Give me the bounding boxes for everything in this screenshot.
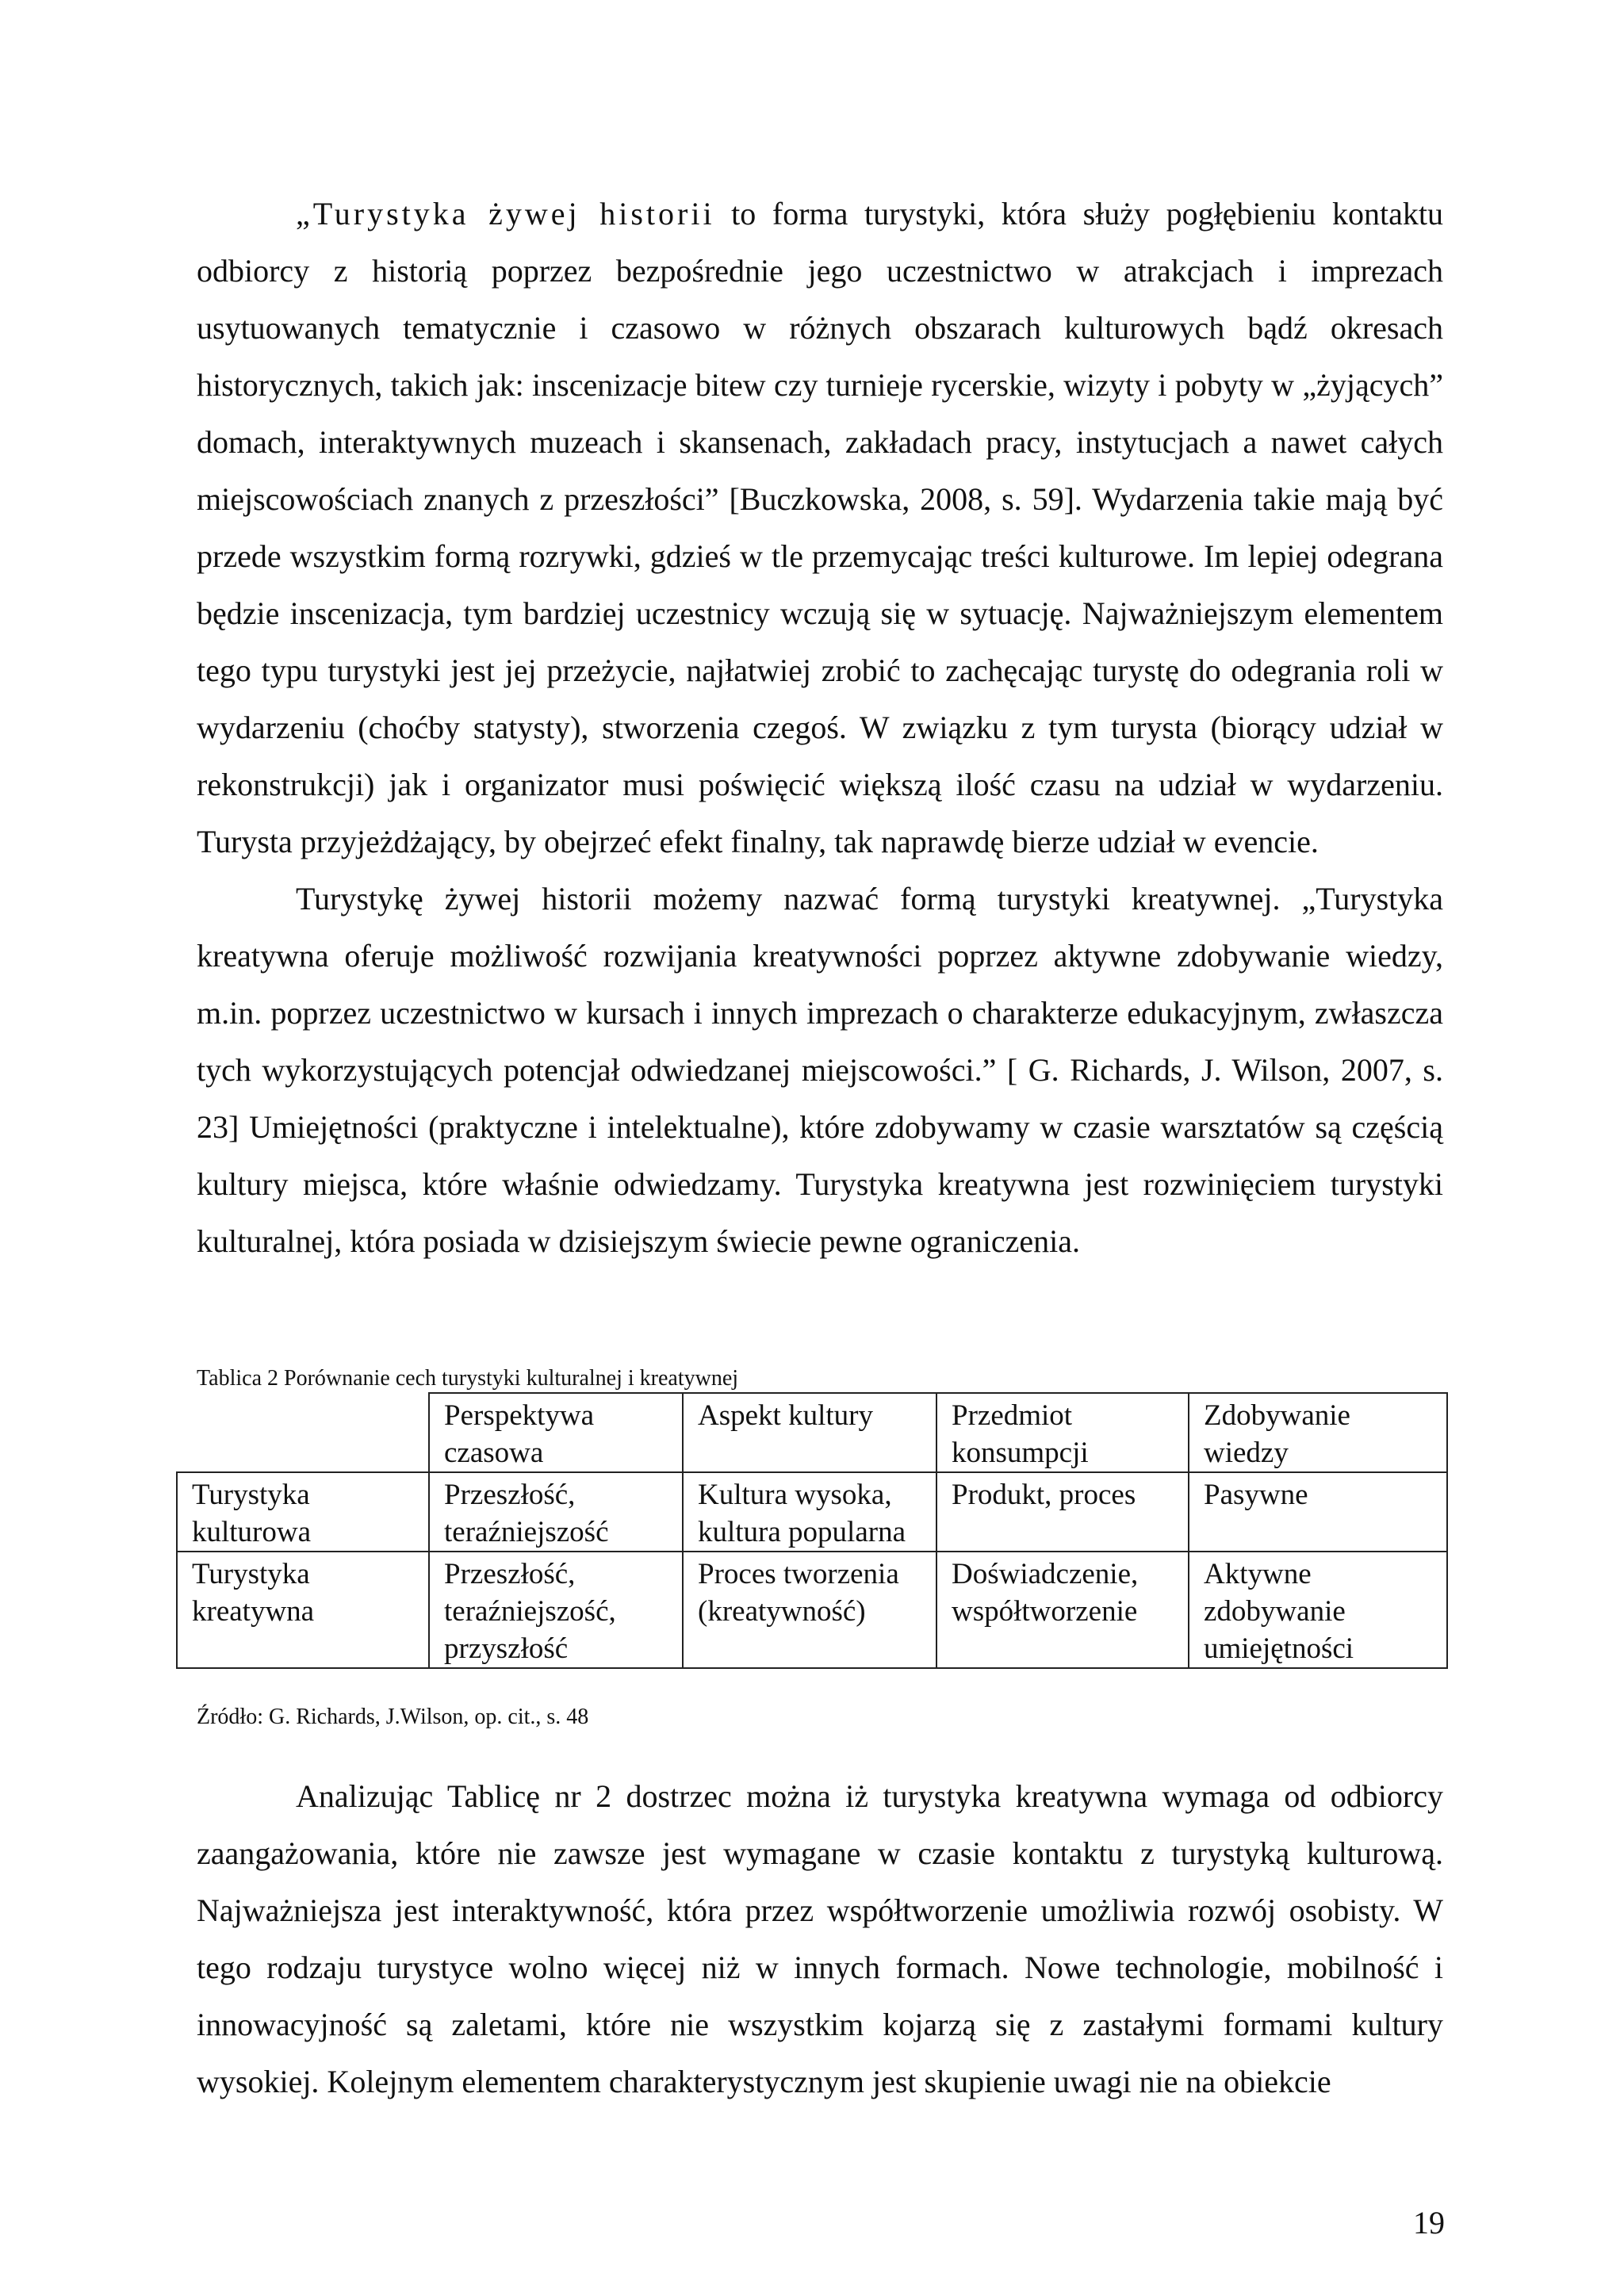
page-number: 19 xyxy=(1413,2205,1445,2241)
table-row-label: Turystyka kulturowa xyxy=(177,1472,429,1552)
table-header-cell: Zdobywanie wiedzy xyxy=(1189,1393,1447,1472)
table-cell: Doświadczenie, współtworzenie xyxy=(936,1552,1189,1668)
table-header-row xyxy=(177,1393,1447,1472)
table-corner-cell xyxy=(177,1393,429,1472)
body-text-bottom xyxy=(197,1768,1443,2110)
paragraph-living-history xyxy=(197,186,1443,871)
table-header-cell: Perspektywa czasowa xyxy=(429,1393,683,1472)
table-caption: Tablica 2 Porównanie cech turystyki kulturalnej i kreatywnej xyxy=(197,1366,739,1391)
table-cell: Produkt, proces xyxy=(936,1472,1189,1552)
table-cell: Przeszłość, teraźniejszość xyxy=(429,1472,683,1552)
comparison-table xyxy=(176,1392,1448,1669)
table-cell: Kultura wysoka, kultura popularna xyxy=(683,1472,936,1552)
table-header-cell: Aspekt kultury xyxy=(683,1393,936,1472)
paragraph-creative-tourism: Turystykę żywej historii możemy nazwać formą turystyki kreatywnej. „Turystyka kreatywna oferuje możliwość rozwijania kreatywności poprzez aktywne zdobywanie wiedzy, m.in. poprzez uczestnictwo w kursach i innych imprezach o charakterze edukacyjnym, zwłaszcza tych wykorzystujących potencjał odwiedzanej miejscowości.” [ G. Richards, J. Wilson, 2007, s. 23] Umiejętności (praktyczne i intelektualne), które zdobywamy w czasie warsztatów są częścią kultury miejsca, które właśnie odwiedzamy. Turystyka kreatywna jest rozwinięciem turystyki kulturalnej, która posiada w dzisiejszym świecie pewne ograniczenia. xyxy=(197,881,1443,1259)
table-cell: Aktywne zdobywanie umiejętności xyxy=(1189,1552,1447,1668)
emphasized-term: „Turystyka żywej historii xyxy=(296,196,715,232)
table-row xyxy=(177,1552,1447,1668)
table-header-cell: Przedmiot konsumpcji xyxy=(936,1393,1189,1472)
table-cell: Proces tworzenia (kreatywność) xyxy=(683,1552,936,1668)
paragraph-text: to forma turystyki, która służy pogłębieniu kontaktu odbiorcy z historią poprzez bezpośrednie jego uczestnictwo w atrakcjach i imprezach usytuowanych tematycznie i czasowo w różnych obszarach kulturowych bądź okresach historycznych, takich jak: inscenizacje bitew czy turnieje rycerskie, wizyty i pobyty w „żyjących” domach, interaktywnych muzeach i skansenach, zakładach pracy, instytucjach a nawet całych miejscowościach znanych z przeszłości” [Buczkowska, 2008, s. 59]. Wydarzenia takie mają być przede wszystkim formą rozrywki, gdzieś w tle przemycając treści kulturowe. Im lepiej odegrana będzie inscenizacja, tym bardziej uczestnicy wczują się w sytuację. Najważniejszym elementem tego typu turystyki jest jej przeżycie, najłatwiej zrobić to zachęcając turystę do odegrania roli w wydarzeniu (choćby statysty), stworzenia czegoś. W związku z tym turysta (biorący udział w rekonstrukcji) jak i organizator musi poświęcić większą ilość czasu na udział w wydarzeniu. Turysta przyjeżdżający, by obejrzeć efekt finalny, tak naprawdę bierze udział w evencie. xyxy=(197,196,1444,859)
table-cell: Pasywne xyxy=(1189,1472,1447,1552)
table-cell: Przeszłość, teraźniejszość, przyszłość xyxy=(429,1552,683,1668)
table-source-note: Źródło: G. Richards, J.Wilson, op. cit., s. 48 xyxy=(197,1705,589,1729)
paragraph-table-analysis: Analizując Tablicę nr 2 dostrzec można iż turystyka kreatywna wymaga od odbiorcy zaangażowania, które nie zawsze jest wymagane w czasie kontaktu z turystyką kulturową. Najważniejsza jest interaktywność, która przez współtworzenie umożliwia rozwój osobisty. W tego rodzaju turystyce wolno więcej niż w innych formach. Nowe technologie, mobilność i innowacyjność są zaletami, które nie wszystkim kojarzą się z zastałymi formami kultury wysokiej. Kolejnym elementem charakterystycznym jest skupienie uwagi nie na obiekcie xyxy=(197,1778,1443,2099)
table-row xyxy=(177,1472,1447,1552)
body-text-top xyxy=(197,186,1443,1270)
table-row-label: Turystyka kreatywna xyxy=(177,1552,429,1668)
